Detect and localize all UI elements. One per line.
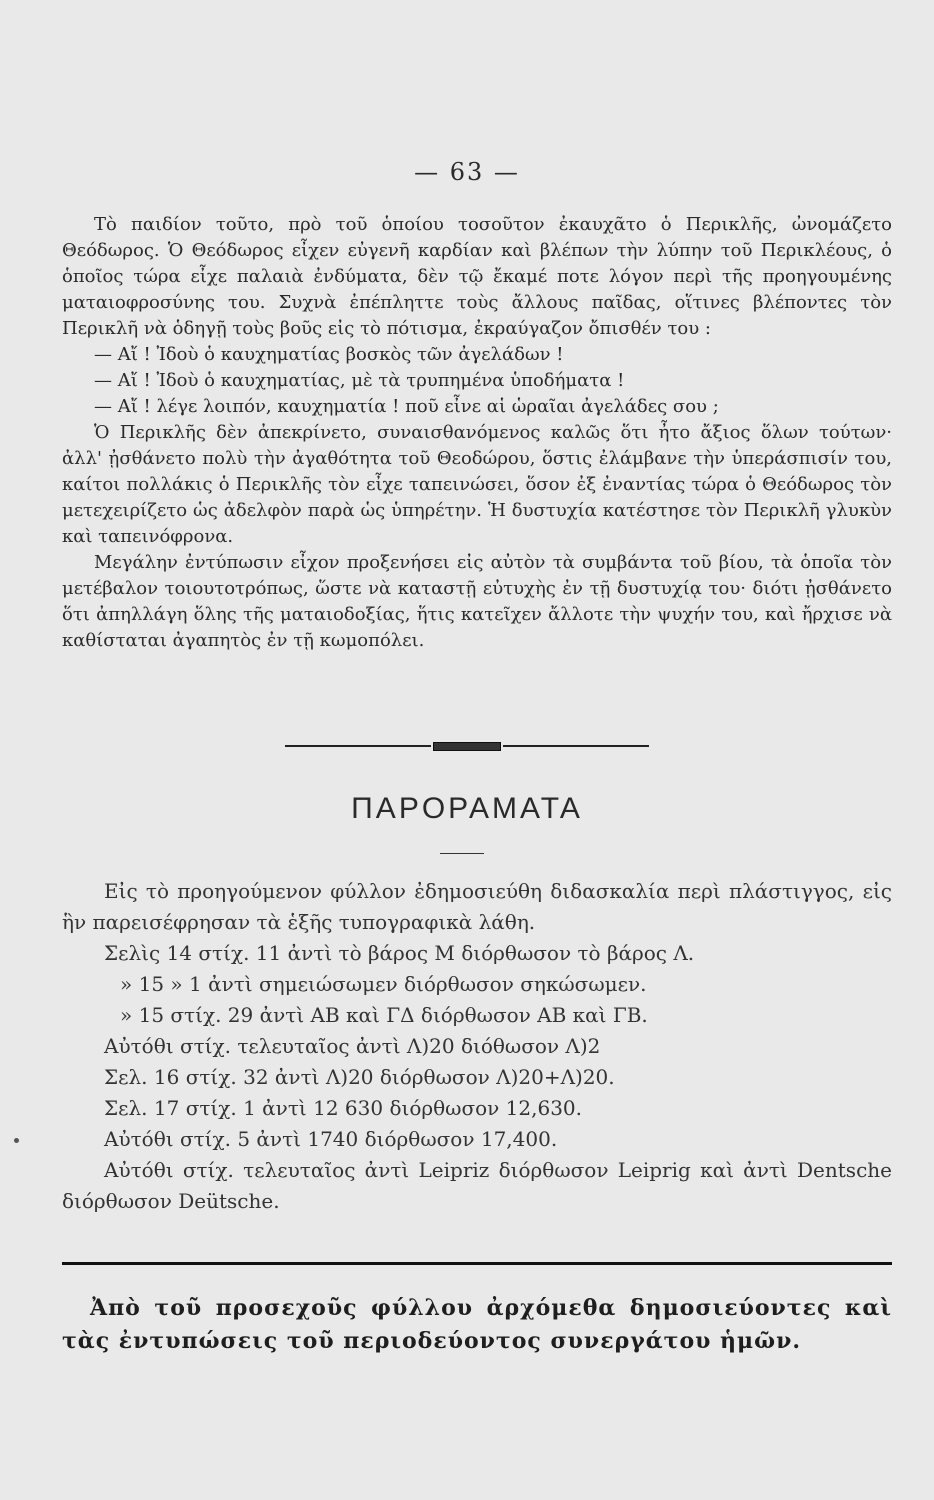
errata-section [62,876,892,1217]
errata-heading: ΠΑΡΟΡΑΜΑΤΑ [351,792,583,825]
errata-row: » 15 στίχ. 29 ἀντὶ ΑΒ καὶ ΓΔ διόρθωσον ΑΒ καὶ ΓΒ. [120,1003,648,1027]
errata-row: Σελ. 16 στίχ. 32 ἀντὶ Λ)20 διόρθωσον Λ)20+Λ)20. [104,1065,615,1089]
page-number: — 63 — [414,158,520,186]
errata-intro: Εἰς τὸ προηγούμενον φύλλον ἐδημοσιεύθη διδασκαλία περὶ πλάστιγγος, εἰς ἣν παρεισέφρησαν τὰ ἑξῆς τυπογραφικὰ λάθη. [62,879,892,934]
errata-row: Σελ. 17 στίχ. 1 ἀντὶ 12 630 διόρθωσον 12,630. [104,1096,583,1120]
section-ornament-divider [285,742,649,750]
story-paragraph-3: Μεγάλην ἐντύπωσιν εἶχον προξενήσει εἰς αὐτὸν τὰ συμβάντα τοῦ βίου, τὰ ὁποῖα τὸν μετέβαλον τοιουτοτρόπως, ὥστε νὰ καταστῇ εὐτυχὴς ἐν τῇ δυστυχίᾳ του· διότι ᾐσθάνετο ὅτι ἀπηλλάγη ὅλης τῆς ματαιοδοξίας, ἥτις κατεῖχεν ἄλλοτε τὴν ψυχήν του, καὶ ἤρχισε νὰ καθίσταται ἀγαπητὸς ἐν τῇ κωμοπόλει. [62,552,892,651]
margin-dot-mark [14,1138,19,1143]
story-text [62,212,892,654]
heading-underline [440,853,484,854]
errata-row: Αὐτόθι στίχ. τελευταῖος ἀντὶ Leipriz διόρθωσον Leiprig καὶ ἀντὶ Dentsche διόρθωσον Deütsche. [62,1158,892,1213]
notice-paragraph [62,1292,892,1358]
errata-row: » 15 » 1 ἀντὶ σημειώσωμεν διόρθωσον σηκώσωμεν. [120,972,647,996]
ornament-left-line [285,745,431,747]
ornament-center-block [433,742,501,751]
errata-row: Σελὶς 14 στίχ. 11 ἀντὶ τὸ βάρος Μ διόρθωσον τὸ βάρος Λ. [104,941,695,965]
horizontal-rule [62,1262,892,1265]
notice-text: Ἀπὸ τοῦ προσεχοῦς φύλλου ἀρχόμεθα δημοσιεύοντες καὶ τὰς ἐντυπώσεις τοῦ περιοδεύοντος συνεργάτου ἡμῶν. [62,1295,892,1354]
dialog-line-2: — Αἴ ! Ἰδοὺ ὁ καυχηματίας, μὲ τὰ τρυπημένα ὑποδήματα ! [94,370,625,391]
dialog-line-3: — Αἴ ! λέγε λοιπόν, καυχηματία ! ποῦ εἶνε αἱ ὡραῖαι ἀγελάδες σου ; [94,396,719,417]
errata-row: Αὐτόθι στίχ. τελευταῖος ἀντὶ Λ)20 διόθωσον Λ)2 [104,1034,601,1058]
dialog-line-1: — Αἴ ! Ἰδοὺ ὁ καυχηματίας βοσκὸς τῶν ἀγελάδων ! [94,344,564,365]
errata-row: Αὐτόθι στίχ. 5 ἀντὶ 1740 διόρθωσον 17,400. [104,1127,558,1151]
story-paragraph-2: Ὁ Περικλῆς δὲν ἀπεκρίνετο, συναισθανόμενος καλῶς ὅτι ἦτο ἄξιος ὅλων τούτων· ἀλλ' ᾐσθάνετο πολὺ τὴν ἀγαθότητα τοῦ Θεοδώρου, ὅστις ἐλάμβανε τὴν ὑπεράσπισίν του, καίτοι πολλάκις ὁ Περικλῆς τὸν εἶχε ταπεινώσει, ὅσον ἐξ ἐναντίας τώρα ὁ Θεόδωρος τὸν μετεχειρίζετο ὡς ἀδελφὸν παρὰ ὡς ὑπηρέτην. Ἡ δυστυχία κατέστησε τὸν Περικλῆ γλυκὺν καὶ ταπεινόφρονα. [62,422,892,547]
story-paragraph-1: Τὸ παιδίον τοῦτο, πρὸ τοῦ ὁποίου τοσοῦτον ἐκαυχᾶτο ὁ Περικλῆς, ὠνομάζετο Θεόδωρος. Ὁ Θεόδωρος εἶχεν εὐγενῆ καρδίαν καὶ βλέπων τὴν λύπην τοῦ Περικλέους, ὁ ὁποῖος τώρα εἶχε παλαιὰ ἐνδύματα, δὲν τῷ ἔκαμέ ποτε λόγον περὶ τῆς προηγουμένης ματαιοφροσύνης του. Συχνὰ ἐπέπληττε τοὺς ἄλλους παῖδας, οἵτινες βλέποντες τὸν Περικλῆ νὰ ὁδηγῇ τοὺς βοῦς εἰς τὸ πότισμα, ἐκραύγαζον ὄπισθέν του : [62,214,892,339]
ornament-right-line [503,745,649,747]
